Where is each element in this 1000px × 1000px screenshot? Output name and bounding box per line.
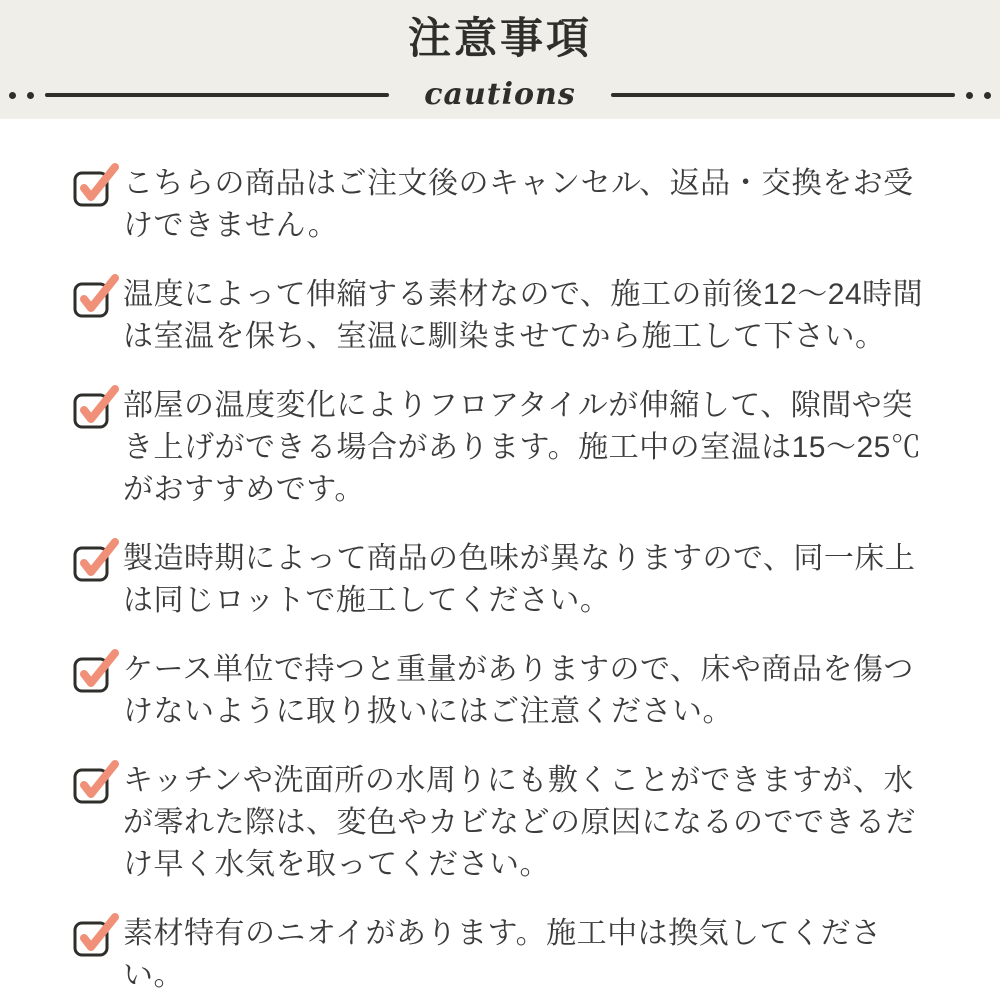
caution-text: ケース単位で持つと重量がありますので、床や商品を傷つけないように取り扱いにはご注意ください。: [123, 653, 914, 728]
caution-item: [73, 538, 942, 622]
divider-dot: [9, 92, 16, 99]
header: [0, 0, 1000, 119]
divider-line: [611, 93, 955, 97]
caution-text: 部屋の温度変化によりフロアタイルが伸縮して、隙間や突き上げができる場合があります。施工中の室温は15〜25℃がおすすめです。: [123, 389, 922, 506]
caution-item: [73, 385, 942, 511]
caution-item: [73, 760, 942, 886]
caution-item: [73, 649, 942, 733]
caution-text: こちらの商品はご注文後のキャンセル、返品・交換をお受けできません。: [123, 167, 914, 242]
divider-dot: [966, 92, 973, 99]
checked-checkbox-icon: [73, 384, 121, 429]
caution-item: [73, 274, 942, 358]
caution-item: [73, 913, 942, 997]
divider-dot: [984, 92, 991, 99]
checked-checkbox-icon: [73, 537, 121, 582]
divider-line: [45, 93, 389, 97]
divider-dot: [27, 92, 34, 99]
title-divider: [0, 77, 1000, 112]
checked-checkbox-icon: [73, 912, 121, 957]
caution-text: 製造時期によって商品の色味が異なりますので、同一床上は同じロットで施工してください。: [123, 542, 916, 617]
caution-text: 温度によって伸縮する素材なので、施工の前後12〜24時間は室温を保ち、室温に馴染ませてから施工して下さい。: [123, 278, 924, 353]
caution-text: 素材特有のニオイがあります。施工中は換気してください。: [123, 917, 882, 992]
caution-text: キッチンや洗面所の水周りにも敷くことができますが、水が零れた際は、変色やカビなどの原因になるのでできるだけ早く水気を取ってください。: [123, 764, 916, 881]
checked-checkbox-icon: [73, 273, 121, 318]
page-title: 注意事項: [408, 15, 592, 63]
cautions-list: [0, 119, 1000, 997]
caution-item: [73, 163, 942, 247]
checked-checkbox-icon: [73, 759, 121, 804]
checked-checkbox-icon: [73, 648, 121, 693]
checked-checkbox-icon: [73, 162, 121, 207]
page-subtitle: cautions: [424, 77, 576, 112]
